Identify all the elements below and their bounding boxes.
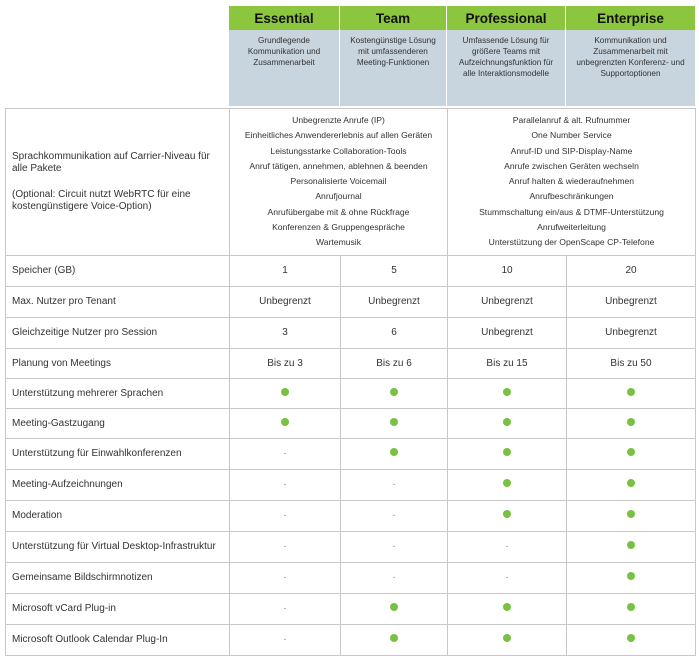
included-dot-icon xyxy=(627,603,635,611)
feature-label: Planung von Meetings xyxy=(6,348,230,378)
feature-not-included-cell xyxy=(341,469,448,500)
included-dot-icon xyxy=(503,388,511,396)
feature-included-cell xyxy=(341,593,448,624)
feature-label: Gleichzeitige Nutzer pro Session xyxy=(6,317,230,348)
feature-included-cell xyxy=(567,378,696,408)
voice-feature-item: Stummschaltung ein/aus & DTMF-Unterstützung xyxy=(479,206,664,217)
feature-included-cell xyxy=(448,378,567,408)
feature-value-cell: 5 xyxy=(341,255,448,286)
feature-included-cell xyxy=(448,593,567,624)
voice-feature-item: Personalisierte Voicemail xyxy=(290,176,387,187)
included-dot-icon xyxy=(503,448,511,456)
feature-included-cell xyxy=(567,469,696,500)
feature-included-cell xyxy=(230,408,341,438)
feature-included-cell xyxy=(341,624,448,655)
feature-value-cell: Bis zu 3 xyxy=(230,348,341,378)
feature-included-cell xyxy=(567,562,696,593)
feature-label: Meeting-Aufzeichnungen xyxy=(6,469,230,500)
feature-included-cell xyxy=(341,438,448,469)
included-dot-icon xyxy=(627,479,635,487)
feature-not-included-cell xyxy=(230,562,341,593)
plan-description-team: Kostengünstige Lösung mit umfassenderen Meeting-Funktionen xyxy=(340,30,447,106)
included-dot-icon xyxy=(390,388,398,396)
not-included-dash: - xyxy=(505,572,509,583)
voice-note: (Optional: Circuit nutzt WebRTC für eine kostengünstigere Voice-Option) xyxy=(12,188,191,212)
feature-included-cell xyxy=(448,469,567,500)
included-dot-icon xyxy=(390,634,398,642)
included-dot-icon xyxy=(627,572,635,580)
included-dot-icon xyxy=(281,388,289,396)
not-included-dash: - xyxy=(283,634,287,645)
feature-label: Speicher (GB) xyxy=(6,255,230,286)
feature-label: Unterstützung mehrerer Sprachen xyxy=(6,378,230,408)
voice-feature-item: One Number Service xyxy=(531,130,612,141)
feature-row xyxy=(6,255,696,286)
feature-label: Unterstützung für Virtual Desktop-Infrastruktur xyxy=(6,531,230,562)
feature-not-included-cell xyxy=(230,500,341,531)
voice-feature-item: Anruf halten & wiederaufnehmen xyxy=(508,176,635,187)
voice-features-left xyxy=(230,109,448,256)
feature-included-cell xyxy=(567,500,696,531)
feature-value-cell: 20 xyxy=(567,255,696,286)
voice-label-cell xyxy=(6,109,230,256)
feature-value-cell: Unbegrenzt xyxy=(567,317,696,348)
plan-description-professional: Umfassende Lösung für größere Teams mit Aufzeichnungsfunktion für alle Interaktionsmodelle xyxy=(447,30,566,106)
feature-not-included-cell xyxy=(230,531,341,562)
feature-value-cell: Unbegrenzt xyxy=(448,317,567,348)
voice-feature-item: Anrufe zwischen Geräten wechseln xyxy=(504,160,639,171)
feature-row xyxy=(6,531,696,562)
voice-feature-item: Leistungsstarke Collaboration-Tools xyxy=(270,145,407,156)
plan-header-essential: Essential xyxy=(229,6,340,30)
feature-not-included-cell xyxy=(448,531,567,562)
plan-header-team: Team xyxy=(340,6,447,30)
not-included-dash: - xyxy=(283,510,287,521)
included-dot-icon xyxy=(503,418,511,426)
feature-value-cell: 3 xyxy=(230,317,341,348)
not-included-dash: - xyxy=(283,572,287,583)
voice-feature-item: Unbegrenzte Anrufe (IP) xyxy=(292,115,385,125)
voice-feature-item: Konferenzen & Gruppengespräche xyxy=(272,222,405,233)
not-included-dash: - xyxy=(283,479,287,490)
feature-label: Meeting-Gastzugang xyxy=(6,408,230,438)
feature-included-cell xyxy=(567,593,696,624)
feature-row xyxy=(6,469,696,500)
voice-feature-item: Einheitliches Anwendererlebnis auf allen Geräten xyxy=(244,130,433,141)
voice-feature-item: Wartemusik xyxy=(315,237,362,248)
included-dot-icon xyxy=(627,510,635,518)
included-dot-icon xyxy=(503,510,511,518)
feature-row xyxy=(6,408,696,438)
included-dot-icon xyxy=(627,634,635,642)
feature-not-included-cell xyxy=(341,531,448,562)
plan-header-professional: Professional xyxy=(447,6,566,30)
feature-row xyxy=(6,624,696,655)
not-included-dash: - xyxy=(283,603,287,614)
feature-label: Microsoft Outlook Calendar Plug-In xyxy=(6,624,230,655)
feature-row xyxy=(6,378,696,408)
feature-included-cell xyxy=(341,378,448,408)
feature-row xyxy=(6,286,696,317)
voice-features-right xyxy=(448,109,696,256)
voice-feature-item: Unterstützung der OpenScape CP-Telefone xyxy=(488,237,655,248)
feature-included-cell xyxy=(567,531,696,562)
voice-feature-item: Parallelanruf & alt. Rufnummer xyxy=(512,115,631,125)
feature-not-included-cell xyxy=(341,500,448,531)
feature-row xyxy=(6,317,696,348)
feature-value-cell: Bis zu 15 xyxy=(448,348,567,378)
not-included-dash: - xyxy=(392,572,396,583)
feature-row xyxy=(6,500,696,531)
feature-row xyxy=(6,593,696,624)
feature-value-cell: Unbegrenzt xyxy=(448,286,567,317)
feature-included-cell xyxy=(230,378,341,408)
included-dot-icon xyxy=(503,634,511,642)
included-dot-icon xyxy=(627,448,635,456)
plan-header-enterprise: Enterprise xyxy=(566,6,695,30)
feature-included-cell xyxy=(448,500,567,531)
feature-included-cell xyxy=(448,624,567,655)
feature-not-included-cell xyxy=(230,438,341,469)
feature-row xyxy=(6,348,696,378)
feature-value-cell: 6 xyxy=(341,317,448,348)
voice-feature-item: Anruf tätigen, annehmen, ablehnen & beenden xyxy=(249,160,428,171)
included-dot-icon xyxy=(281,418,289,426)
included-dot-icon xyxy=(390,603,398,611)
included-dot-icon xyxy=(503,479,511,487)
feature-included-cell xyxy=(341,408,448,438)
feature-value-cell: Bis zu 6 xyxy=(341,348,448,378)
feature-row xyxy=(6,438,696,469)
feature-not-included-cell xyxy=(230,593,341,624)
feature-not-included-cell xyxy=(448,562,567,593)
feature-label: Gemeinsame Bildschirmnotizen xyxy=(6,562,230,593)
not-included-dash: - xyxy=(283,448,287,459)
feature-label: Max. Nutzer pro Tenant xyxy=(6,286,230,317)
voice-row xyxy=(6,109,696,256)
feature-label: Moderation xyxy=(6,500,230,531)
not-included-dash: - xyxy=(392,541,396,552)
included-dot-icon xyxy=(390,448,398,456)
not-included-dash: - xyxy=(392,510,396,521)
feature-label: Unterstützung für Einwahlkonferenzen xyxy=(6,438,230,469)
feature-value-cell: 1 xyxy=(230,255,341,286)
feature-not-included-cell xyxy=(230,469,341,500)
voice-feature-item: Anrufjournal xyxy=(315,191,362,202)
plan-description-essential: Grundlegende Kommunikation und Zusammenarbeit xyxy=(229,30,340,106)
feature-included-cell xyxy=(567,624,696,655)
feature-table xyxy=(5,108,696,656)
feature-value-cell: Unbegrenzt xyxy=(230,286,341,317)
included-dot-icon xyxy=(627,541,635,549)
feature-included-cell xyxy=(567,438,696,469)
feature-included-cell xyxy=(567,408,696,438)
included-dot-icon xyxy=(627,388,635,396)
feature-value-cell: Unbegrenzt xyxy=(567,286,696,317)
included-dot-icon xyxy=(390,418,398,426)
feature-value-cell: 10 xyxy=(448,255,567,286)
included-dot-icon xyxy=(503,603,511,611)
not-included-dash: - xyxy=(283,541,287,552)
feature-row xyxy=(6,562,696,593)
included-dot-icon xyxy=(627,418,635,426)
voice-feature-item: Anrufübergabe mit & ohne Rückfrage xyxy=(267,206,410,217)
feature-label: Microsoft vCard Plug-in xyxy=(6,593,230,624)
feature-not-included-cell xyxy=(230,624,341,655)
voice-feature-item: Anrufweiterleitung xyxy=(537,222,606,233)
feature-value-cell: Unbegrenzt xyxy=(341,286,448,317)
voice-label: Sprachkommunikation auf Carrier-Niveau für alle Pakete xyxy=(12,150,210,174)
voice-feature-item: Anrufbeschränkungen xyxy=(529,191,614,202)
not-included-dash: - xyxy=(505,541,509,552)
plan-description-enterprise: Kommunikation und Zusammenarbeit mit unbegrenzten Konferenz- und Supportoptionen xyxy=(566,30,695,106)
voice-feature-item: Anruf-ID und SIP-Display-Name xyxy=(510,145,633,156)
not-included-dash: - xyxy=(392,479,396,490)
feature-not-included-cell xyxy=(341,562,448,593)
feature-included-cell xyxy=(448,438,567,469)
feature-included-cell xyxy=(448,408,567,438)
feature-value-cell: Bis zu 50 xyxy=(567,348,696,378)
